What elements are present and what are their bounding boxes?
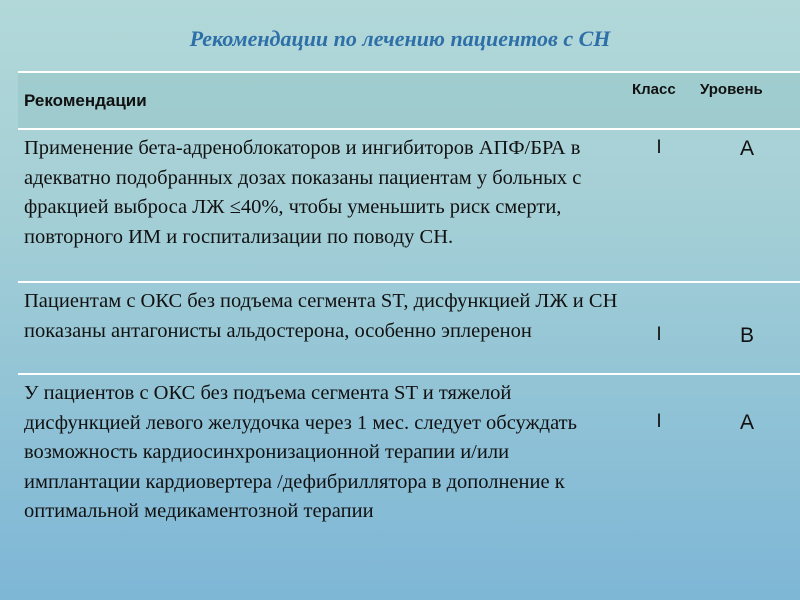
recommendation-class: I — [656, 411, 662, 432]
recommendations-table — [18, 71, 800, 557]
table-row — [18, 130, 800, 283]
header-recommendations: Рекомендации — [24, 90, 147, 110]
slide-title: Рекомендации по лечению пациентов с СН — [189, 26, 611, 51]
header-level: Уровень — [700, 81, 763, 98]
recommendation-text: Применение бета-адреноблокаторов и ингибиторов АПФ/БРА в адекватно подобранных дозах показаны пациентам у больных с фракцией выброса ЛЖ ≤40%, чтобы уменьшить риск смерти, повторного ИМ и госпитализации по поводу СН. — [24, 137, 582, 248]
recommendation-level: A — [739, 411, 754, 434]
recommendation-class: I — [656, 137, 662, 158]
header-class: Класс — [632, 81, 676, 98]
recommendation-level: B — [739, 324, 754, 347]
table-header-row — [18, 73, 800, 130]
recommendation-level: A — [739, 137, 754, 160]
table-row — [18, 283, 800, 375]
recommendation-text: У пациентов с ОКС без подъема сегмента ST и тяжелой дисфункцией левого желудочка через 1 мес. следует обсуждать возможность кардиосинхронизационной терапии и/или имплантации кардиовертера /дефибриллятора в дополнение к оптимальной медикаментозной терапии — [24, 382, 577, 522]
table-row — [18, 375, 800, 557]
recommendation-class: I — [656, 324, 662, 345]
recommendation-text: Пациентам с ОКС без подъема сегмента ST, дисфункцией ЛЖ и СН показаны антагонисты альдостерона, особенно эплеренон — [24, 290, 618, 342]
